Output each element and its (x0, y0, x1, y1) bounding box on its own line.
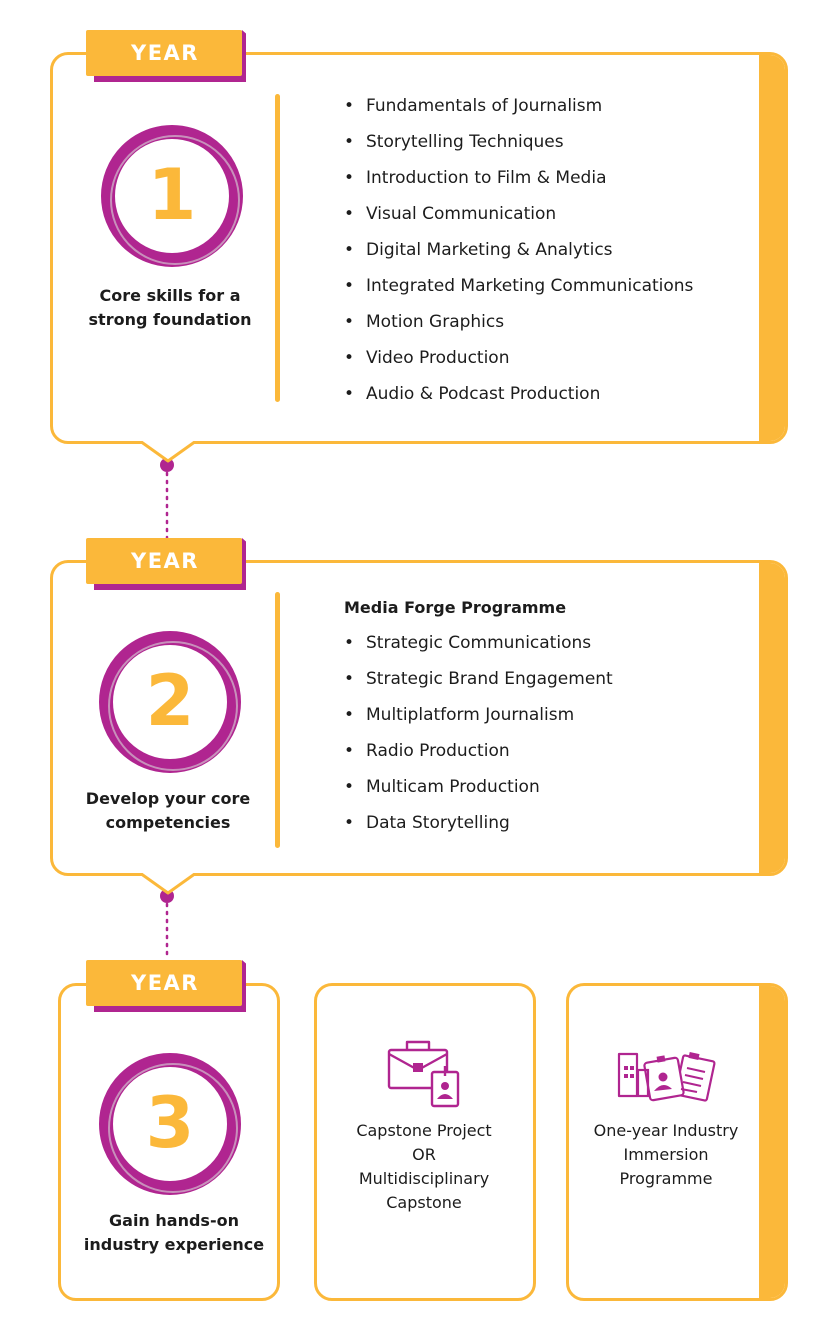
list-item: • Introduction to Film & Media (344, 168, 607, 188)
list-item: • Visual Communication (344, 204, 557, 224)
year-1-divider (275, 94, 280, 402)
list-item: • Audio & Podcast Production (344, 384, 601, 404)
year-1-tab (86, 30, 246, 82)
card-accent-stripe (759, 55, 785, 441)
briefcase-badge-icon (386, 1036, 462, 1108)
year-1-course-list (344, 88, 693, 412)
year-number: 1 (147, 154, 197, 236)
list-item: • Integrated Marketing Communications (344, 276, 694, 296)
office-badge-clipboard-icon (617, 1050, 717, 1102)
card-accent-stripe (759, 563, 785, 873)
year-3-number-ring (98, 1052, 242, 1196)
capstone-text: Capstone Project OR Multidisciplinary Capstone (356, 1121, 492, 1212)
year-2-tab (86, 538, 246, 590)
immersion-text: One-year Industry Immersion Programme (593, 1121, 739, 1188)
year-3-tagline: Gain hands-on industry experience (83, 1211, 265, 1254)
year-1-card-pointer (140, 441, 196, 463)
year-label: YEAR (131, 549, 199, 573)
list-item: • Digital Marketing & Analytics (344, 240, 613, 260)
list-item: • Multicam Production (344, 777, 540, 797)
year-2-number-ring (98, 630, 242, 774)
list-item: • Multiplatform Journalism (344, 705, 575, 725)
year-label: YEAR (131, 971, 199, 995)
list-item: • Video Production (344, 348, 510, 368)
year-2-card-pointer (140, 873, 196, 895)
year-number: 2 (145, 660, 195, 742)
programme-title: Media Forge Programme (344, 598, 567, 617)
list-item: • Data Storytelling (344, 813, 510, 833)
year-label: YEAR (131, 41, 199, 65)
year-2-course-list (344, 625, 613, 841)
year-1-number-ring (100, 124, 244, 268)
year-1-tagline: Core skills for a strong foundation (88, 286, 252, 329)
list-item: • Radio Production (344, 741, 510, 761)
list-item: • Strategic Communications (344, 633, 592, 653)
list-item: • Storytelling Techniques (344, 132, 564, 152)
list-item: • Motion Graphics (344, 312, 505, 332)
list-item: • Strategic Brand Engagement (344, 669, 613, 689)
year-2-tagline: Develop your core competencies (85, 789, 251, 832)
year-number: 3 (145, 1082, 195, 1164)
year-2-divider (275, 592, 280, 848)
year-3-tab (86, 960, 246, 1012)
list-item: • Fundamentals of Journalism (344, 96, 603, 116)
